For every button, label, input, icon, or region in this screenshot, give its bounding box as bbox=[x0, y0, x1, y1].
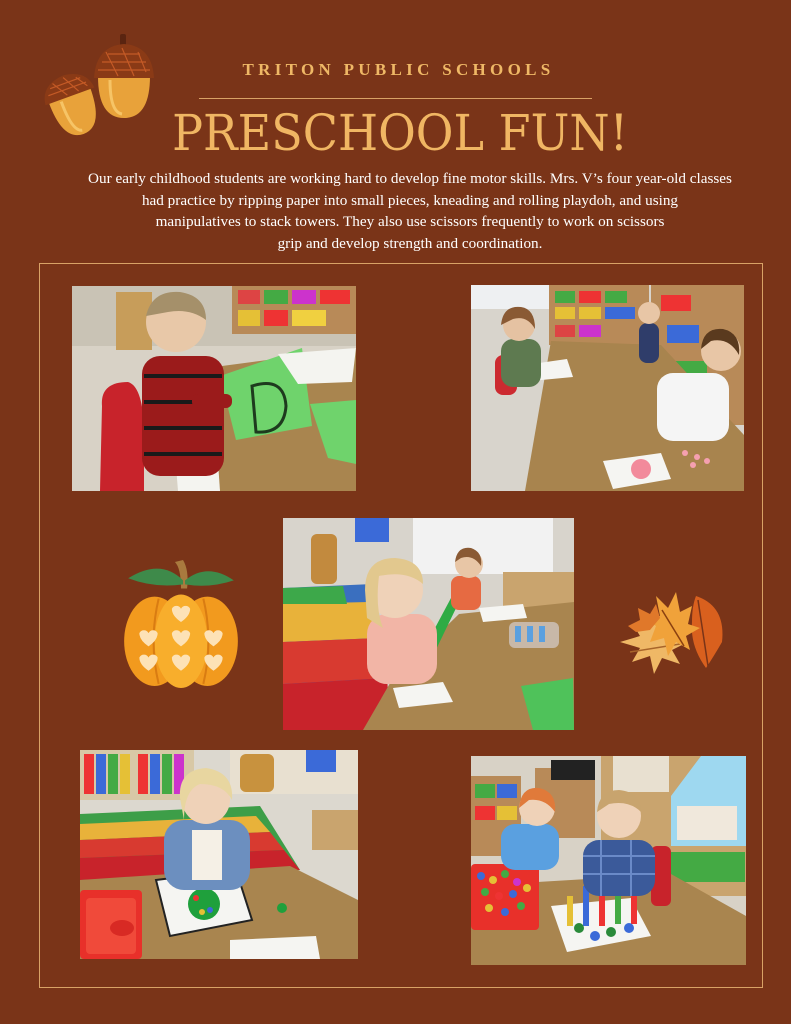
photo-children-playdoh-table bbox=[471, 285, 744, 491]
photo-boy-tearing-paper-letter-d bbox=[72, 286, 356, 491]
autumn-leaves-icon bbox=[610, 586, 730, 686]
page-title: PRESCHOOL FUN! bbox=[172, 104, 629, 162]
pumpkin-icon bbox=[120, 558, 242, 690]
header-divider bbox=[199, 98, 592, 99]
photo-boy-stacking-towers bbox=[471, 756, 746, 965]
photo-girl-scissors-green-paper bbox=[283, 518, 574, 730]
description-line: manipulatives to stack towers. They also use scissors frequently to work on scissors bbox=[155, 213, 665, 230]
photo-girl-manipulatives-mat bbox=[80, 750, 358, 959]
school-name: TRITON PUBLIC SCHOOLS bbox=[242, 60, 555, 79]
description-line: had practice by ripping paper into small pieces, kneading and rolling playdoh, and using bbox=[141, 191, 679, 209]
description-line: Our early childhood students are working hard to develop fine motor skills. Mrs. V’s four year-old classes bbox=[88, 170, 732, 187]
description bbox=[52, 168, 768, 254]
description-line: grip and develop strength and coordination. bbox=[277, 234, 543, 252]
